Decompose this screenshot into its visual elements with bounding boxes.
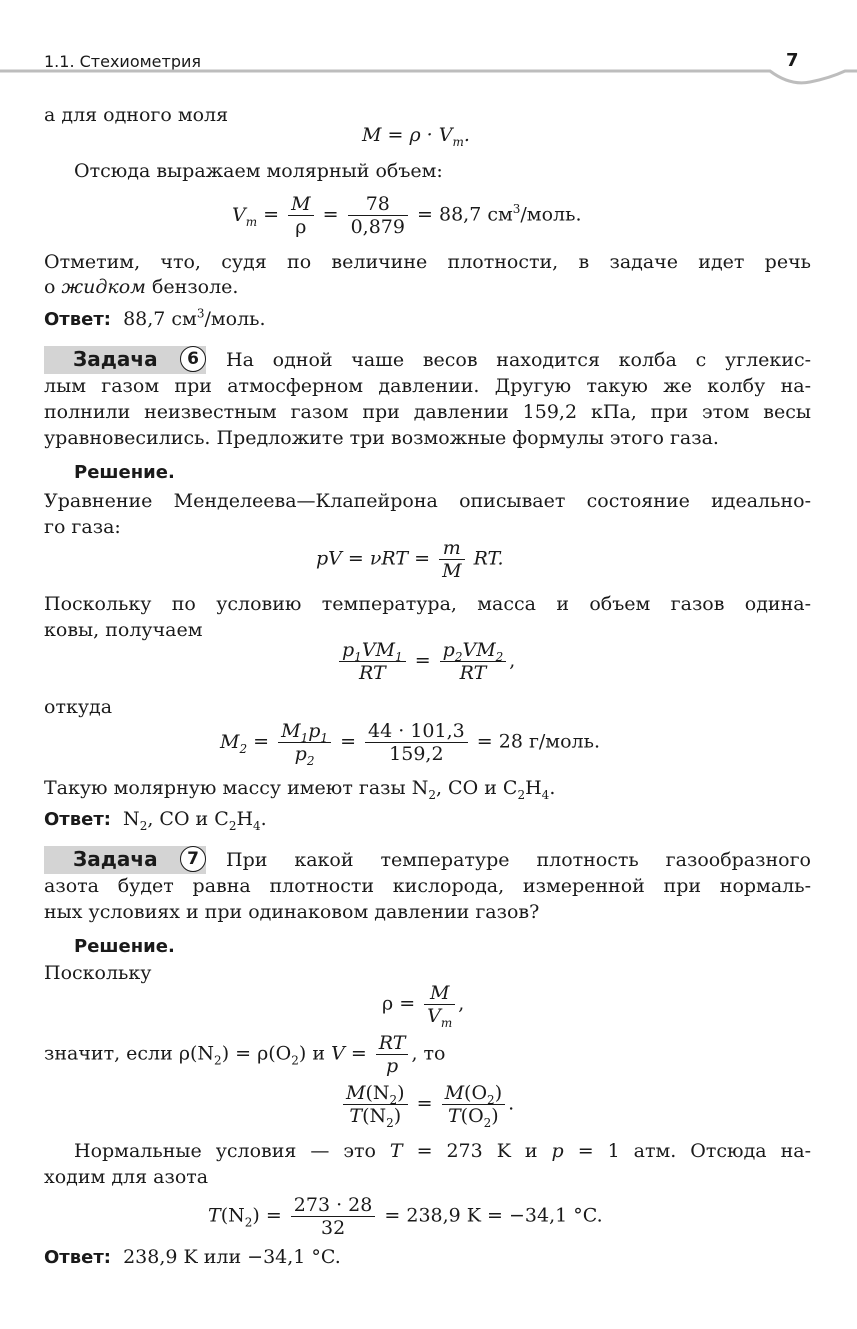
text-line: ковы, получаем <box>44 619 203 641</box>
task-text-line: азота будет равна плотности кислорода, измеренной при нормаль- <box>44 875 811 897</box>
formula-ideal-gas: pV = νRT = $\frac{m}{M}$ RT. <box>316 537 504 582</box>
text-line: ходим для азота <box>44 1166 209 1188</box>
task-text-line: ных условиях и при одинаковом давлении газов? <box>44 901 540 923</box>
formula-molar-mass: $M = \rho \cdot V_m$. <box>362 124 470 149</box>
text-line: откуда <box>44 696 113 718</box>
formula-density: ρ = $\frac{M}{V_m}$ , <box>382 982 465 1030</box>
answer-label: Ответ: <box>44 309 111 330</box>
task-label: Задача <box>73 847 158 871</box>
text-line: Поскольку по условию температура, масса и объем газов одина- <box>44 593 811 615</box>
formula-temperature: $T(N_2)$ = $\frac{273 \cdot 28}{32}$ = 238,9 K = −34,1 °C. <box>208 1194 603 1239</box>
page-number: 7 <box>786 50 799 71</box>
task-text-line: При какой температуре плотность газообразного <box>226 849 811 871</box>
text-line: го газа: <box>44 516 121 538</box>
solution-label: Решение. <box>74 936 175 957</box>
text-line: Нормальные условия — это T = 273 K и p = 1 атм. Отсюда на- <box>74 1140 811 1162</box>
text-line: значит, если $\rho(N_2) = \rho(O_2)$ и V = $\frac{RT}{p}$ , то <box>44 1032 446 1077</box>
text-line: Поскольку <box>44 962 152 984</box>
task-text-line: уравновесились. Предложите три возможные формулы этого газа. <box>44 427 719 449</box>
answer-line: Ответ: $N_2$, CO и $C_2H_4$. <box>44 808 267 833</box>
solution-label: Решение. <box>74 462 175 483</box>
header-rule <box>0 68 857 90</box>
answer-label: Ответ: <box>44 809 111 830</box>
formula-molar-volume: $V_m$ = $\frac{M}{\rho}$ = $\frac{78}{0,879}$ = 88,7 $см^3$/моль. <box>232 193 582 238</box>
task-number-badge: 7 <box>180 846 206 872</box>
running-header: 1.1. Стехиометрия <box>44 52 202 71</box>
text-line: а для одного моля <box>44 104 229 126</box>
task-number-badge: 6 <box>180 346 206 372</box>
formula-ratio-o2-n2: $\frac{M(N_2)}{T(N_2)}$ = $\frac{M(O_2)}{T(O_2)}$ . <box>340 1082 514 1127</box>
text-line: Отсюда выражаем молярный объем: <box>74 160 443 182</box>
task-label: Задача <box>73 347 158 371</box>
text-line: Уравнение Менделеева—Клапейрона описывает состояние идеально- <box>44 490 811 512</box>
task-text-line: лым газом при атмосферном давлении. Другую такую же колбу на- <box>44 375 811 397</box>
text-line: о жидком бензоле. <box>44 276 239 298</box>
answer-line: Ответ: 238,9 K или −34,1 °C. <box>44 1246 341 1268</box>
formula-m2: $M_2$ = $\frac{M_1p_1}{p_2}$ = $\frac{44 \cdot 101,3}{159,2}$ = 28 г/моль. <box>220 720 600 768</box>
text-line: Такую молярную массу имеют газы $N_2$, CO и $C_2H_4$. <box>44 777 556 802</box>
formula-equal-ratio: $\frac{p_1VM_1}{RT}$ = $\frac{p_2VM_2}{RT}$ , <box>336 639 515 684</box>
task-text-line: полнили неизвестным газом при давлении 159,2 кПа, при этом весы <box>44 401 811 423</box>
task-text-line: На одной чаше весов находится колба с углекис- <box>226 349 811 371</box>
answer-label: Ответ: <box>44 1247 111 1268</box>
answer-line: Ответ: 88,7 $см^3$/моль. <box>44 306 266 330</box>
text-line: Отметим, что, судя по величине плотности, в задаче идет речь <box>44 251 811 273</box>
